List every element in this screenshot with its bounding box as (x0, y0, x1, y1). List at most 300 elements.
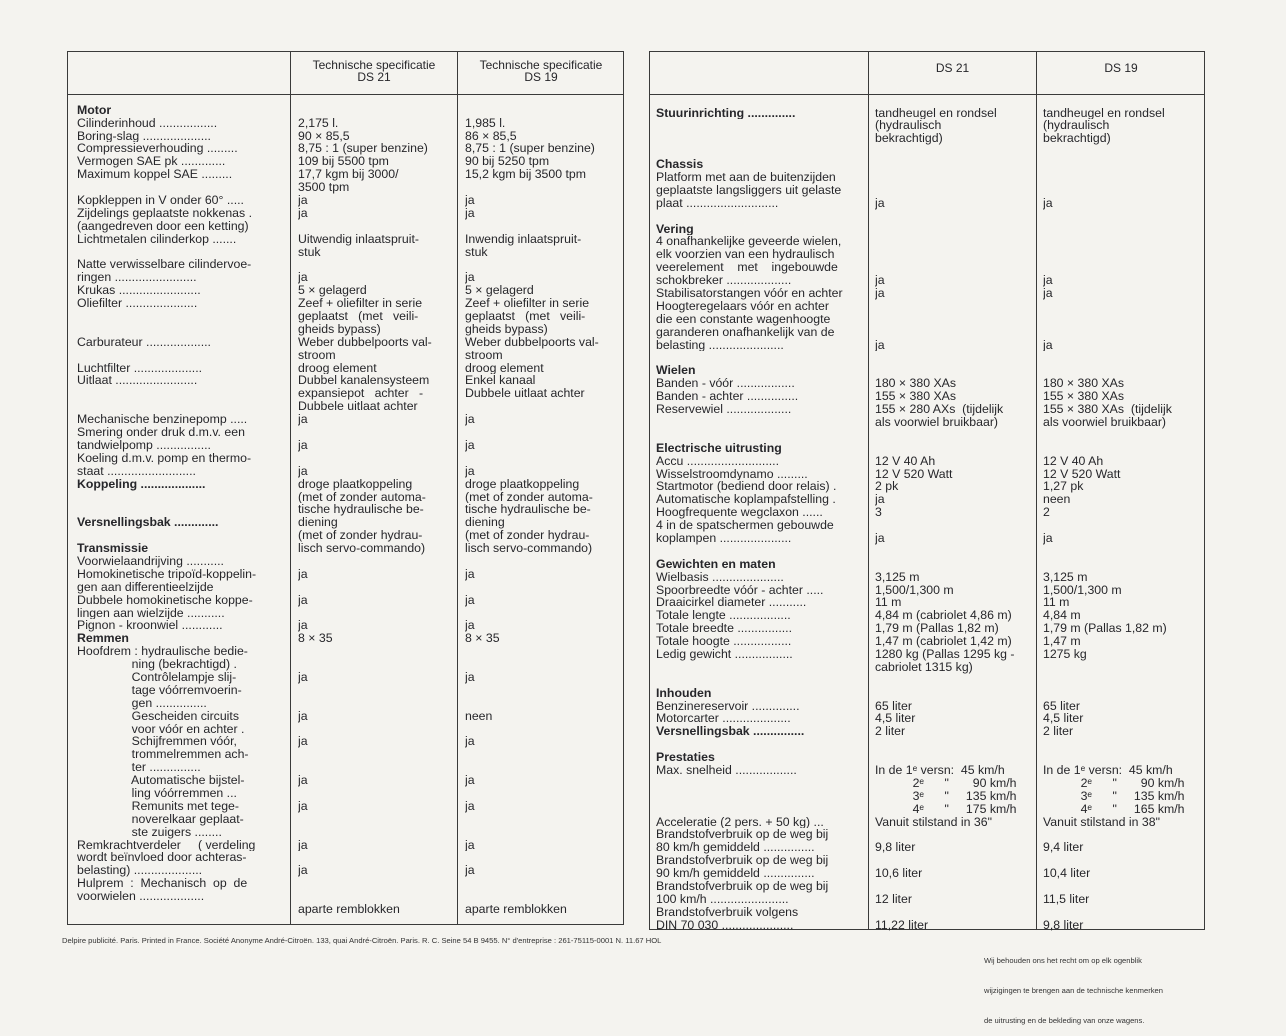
spec-line: 4,5 liter (875, 712, 916, 726)
spec-line (298, 220, 454, 233)
spec-line: ja (298, 271, 308, 285)
spec-line (298, 877, 454, 890)
spec-line: gen aan differentieelzijde (77, 580, 214, 594)
spec-line: 9,8 liter (875, 841, 916, 855)
spec-line: 109 bij 5500 tpm (298, 155, 389, 169)
left-header-ds21-line2: DS 21 (357, 70, 391, 84)
spec-line: tandheugel en rondsel (875, 106, 997, 120)
spec-line: 1,79 m (Pallas 1,82 m) (1043, 622, 1167, 636)
spec-line: ja (875, 531, 885, 545)
spec-line (465, 877, 621, 890)
spec-line (298, 761, 454, 774)
spec-line (465, 452, 621, 465)
spec-line: ja (875, 287, 885, 300)
spec-line (465, 787, 621, 800)
spec-line: 3,125 m (875, 570, 920, 584)
spec-line (875, 223, 1033, 236)
spec-line: (hydraulisch (875, 119, 942, 133)
spec-line (1043, 184, 1203, 197)
spec-line: koplampen ..................... (656, 531, 792, 545)
spec-line: plaat ........................... (656, 196, 779, 210)
left-header-ds21-line1: Technische specificatie (312, 58, 436, 72)
spec-line: Vanuit stilstand in 36" (875, 815, 992, 829)
spec-line (298, 826, 454, 839)
spec-line: Zeef + oliefilter in serie (465, 297, 590, 311)
spec-line (465, 555, 621, 568)
spec-line: 3ᵉ " 135 km/h (1043, 789, 1185, 803)
spec-line (1043, 55, 1203, 68)
spec-line (875, 235, 1033, 248)
spec-line: 155 × 380 XAs (1043, 390, 1125, 404)
spec-line (656, 545, 866, 558)
spec-line: (met of zonder hydrau- (465, 529, 590, 543)
spec-line: 86 × 85,5 (465, 129, 517, 143)
spec-line: ter ............... (77, 761, 201, 775)
spec-line: (aangedreven door een ketting) (77, 219, 249, 233)
spec-line (875, 738, 1033, 751)
spec-line: Kopkleppen in V onder 60° ..... (77, 194, 244, 207)
spec-line (298, 813, 454, 826)
spec-line: 12 V 40 Ah (1043, 454, 1104, 468)
spec-line: Brandstofverbruik op de weg bij (656, 828, 829, 842)
spec-line (77, 349, 285, 362)
spec-line (875, 261, 1033, 274)
spec-line: 1280 kg (Pallas 1295 kg - (875, 647, 1015, 661)
spec-line: diening (298, 516, 338, 530)
spec-line: lisch servo-commando) (298, 542, 426, 555)
spec-line (465, 890, 621, 903)
spec-line: 12 V 520 Watt (1043, 467, 1121, 481)
spec-line: Luchtfilter .................... (77, 361, 203, 375)
spec-line: Stuurinrichting .............. (656, 106, 796, 120)
spec-line: tandwielpomp ................ (77, 438, 211, 452)
spec-line (298, 787, 454, 800)
spec-line (1043, 738, 1203, 751)
spec-line (1043, 545, 1203, 558)
spec-line: 1,985 l. (465, 116, 506, 130)
spec-line: 90 km/h gemiddeld ............... (656, 867, 815, 880)
spec-line: 12 V 40 Ah (875, 454, 936, 468)
spec-line: Dubbele homokinetische koppe- (77, 593, 253, 607)
spec-line (875, 687, 1033, 700)
spec-line (656, 416, 866, 429)
spec-line (656, 132, 866, 145)
spec-line: 8,75 : 1 (super benzine) (465, 142, 595, 156)
spec-line (656, 145, 866, 158)
spec-line: 2 pk (875, 480, 899, 494)
spec-line: ja (875, 338, 885, 352)
spec-line: ja (298, 464, 308, 478)
spec-line: ja (1043, 338, 1053, 352)
spec-line: ja (465, 194, 475, 207)
right-header-ds21: DS 21 (935, 61, 970, 75)
spec-line (1043, 674, 1203, 687)
spec-line: Zeef + oliefilter in serie (298, 297, 423, 311)
spec-line (465, 258, 621, 271)
spec-line (298, 452, 454, 465)
spec-line: Hoofdrem : hydraulische bedie- (77, 645, 248, 659)
spec-line: tische hydraulische be- (298, 503, 424, 517)
spec-line (875, 326, 1033, 339)
spec-line: ja (298, 413, 308, 427)
spec-line: Automatische bijstel- (77, 774, 245, 787)
spec-line: ja (1043, 196, 1053, 210)
spec-line: In de 1ᵉ versn: 45 km/h (875, 763, 1005, 777)
spec-line: Draaicirkel diameter ........... (656, 596, 807, 610)
spec-line (465, 607, 621, 620)
spec-line (465, 78, 621, 91)
spec-line: trommelremmen ach- (77, 748, 249, 762)
spec-line (465, 761, 621, 774)
spec-line: Homokinetische tripoïd-koppelin- (77, 567, 257, 581)
spec-line (1043, 364, 1203, 377)
spec-line (465, 813, 621, 826)
spec-line: 3 (875, 506, 882, 520)
spec-line: ja (465, 735, 475, 749)
spec-line (1043, 751, 1203, 764)
spec-line (465, 400, 621, 413)
spec-line: neen (465, 709, 493, 723)
spec-line: lisch servo-commando) (465, 542, 593, 555)
spec-line: Vering (656, 222, 694, 236)
spec-line: Inwendig inlaatspruit- (465, 232, 582, 246)
spec-line: 4 in de spatschermen gebouwde (656, 519, 834, 532)
spec-line: Transmissie (77, 542, 149, 555)
spec-line (656, 777, 866, 790)
spec-line: 155 × 380 XAs (875, 390, 957, 404)
spec-line: 65 liter (875, 699, 912, 713)
spec-line: (hydraulisch (1043, 119, 1110, 133)
spec-line: Cilinderinhoud ................. (77, 116, 218, 130)
spec-line (656, 55, 866, 68)
spec-line: stroom (465, 348, 503, 362)
spec-line (656, 790, 866, 803)
spec-line: Dubbel kanalensysteem (298, 374, 430, 388)
spec-line (656, 68, 866, 81)
spec-line: Wisselstroomdynamo ......... (656, 467, 808, 481)
spec-line: ling vóórremmen ... (77, 786, 237, 800)
spec-line: 1,47 m (cabriolet 1,42 m) (875, 635, 1012, 648)
spec-line: Totale breedte ................ (656, 622, 793, 636)
spec-line: geplaatst (met veili- (298, 310, 419, 323)
spec-line: 8,75 : 1 (super benzine) (298, 142, 428, 156)
spec-line: Brandstofverbruik op de weg bij (656, 880, 829, 893)
spec-line: 9,8 liter (1043, 918, 1084, 932)
spec-line: 90 bij 5250 tpm (465, 155, 550, 169)
spec-line: Banden - vóór ................. (656, 377, 795, 391)
spec-line: 4,5 liter (1043, 712, 1084, 726)
spec-line: Natte verwisselbare cilindervoe- (77, 258, 252, 272)
spec-line: Versnellingsbak ............... (656, 725, 805, 739)
spec-line: Versnellingsbak ............. (77, 516, 219, 530)
spec-line: DIN 70 030 ..................... (656, 918, 794, 932)
spec-line: In de 1ᵉ versn: 45 km/h (1043, 763, 1173, 777)
spec-line (465, 697, 621, 710)
spec-line: 4 onafhankelijke geveerde wielen, (656, 235, 842, 249)
spec-line: gheids bypass) (298, 322, 381, 336)
spec-line (875, 300, 1033, 313)
spec-line: Stabilisatorstangen vóór en achter (656, 287, 843, 300)
spec-line: Smering onder druk d.m.v. een (77, 426, 245, 439)
spec-line: Carburateur ................... (77, 335, 211, 349)
spec-line: Contrôlelampje slij- (77, 670, 237, 684)
spec-line (298, 723, 454, 736)
spec-line (875, 55, 1033, 68)
spec-line: 5 × gelagerd (298, 284, 367, 298)
spec-line (656, 429, 866, 442)
spec-line (298, 258, 454, 271)
spec-line: ja (298, 438, 308, 452)
spec-line: ning (bekrachtigd) . (77, 658, 237, 671)
disclaimer-line-1: Wij behouden ons het recht om op elk ogenblik (984, 956, 1142, 965)
spec-line: 10,4 liter (1043, 867, 1091, 880)
spec-line (298, 555, 454, 568)
spec-line (1043, 519, 1203, 532)
spec-line (875, 171, 1033, 184)
spec-line (298, 91, 454, 104)
spec-line: ja (298, 567, 308, 581)
spec-line: ja (298, 864, 308, 878)
spec-line: Hoogteregelaars vóór en achter (656, 299, 829, 313)
disclaimer-line-3: de uitrusting en de bekleding van onze wagens. (984, 1016, 1145, 1025)
spec-line: Pignon - kroonwiel ............ (77, 619, 223, 633)
spec-line: 1,47 m (1043, 635, 1081, 648)
spec-line (298, 851, 454, 864)
spec-line: tische hydraulische be- (465, 503, 591, 517)
spec-line: 1275 kg (1043, 647, 1087, 661)
spec-line: staat .......................... (77, 464, 196, 478)
spec-line: Koppeling ................... (77, 477, 206, 491)
spec-line: 17,7 kgm bij 3000/ (298, 168, 399, 182)
spec-line: 80 km/h gemiddeld ............... (656, 841, 815, 855)
spec-line: Wielen (656, 364, 696, 378)
spec-line: Lichtmetalen cilinderkop ....... (77, 232, 237, 246)
spec-line: ja (298, 709, 308, 723)
spec-line (875, 68, 1033, 81)
spec-line: ja (1043, 274, 1053, 288)
spec-line (465, 426, 621, 439)
spec-line: ja (298, 799, 308, 813)
spec-line (1043, 235, 1203, 248)
spec-line: Koeling d.m.v. pomp en thermo- (77, 451, 252, 465)
spec-line: droge plaatkoppeling (298, 477, 413, 491)
spec-line: bekrachtigd) (875, 132, 943, 146)
spec-line: Inhouden (656, 686, 712, 700)
spec-line: ja (298, 735, 308, 749)
spec-line: lingen aan wielzijde ........... (77, 606, 225, 620)
disclaimer-line-2: wijzigingen te brengen aan de technische kenmerken (984, 986, 1163, 995)
spec-line (875, 94, 1033, 107)
spec-line: ja (298, 593, 308, 607)
right-col-divider-1 (868, 51, 869, 930)
spec-line (875, 854, 1033, 867)
spec-line (1043, 351, 1203, 364)
spec-line: droge plaatkoppeling (465, 477, 580, 491)
spec-line (875, 751, 1033, 764)
spec-line: ja (875, 274, 885, 288)
spec-line: ja (298, 619, 308, 633)
spec-line: 65 liter (1043, 699, 1080, 713)
spec-line (1043, 661, 1203, 674)
spec-line: Brandstofverbruik op de weg bij (656, 854, 829, 868)
spec-line: 10,6 liter (875, 867, 923, 880)
spec-line: ja (465, 799, 475, 813)
spec-line (77, 491, 285, 504)
spec-line: Platform met aan de buitenzijden (656, 171, 836, 184)
spec-line: Compressieverhouding ......... (77, 142, 238, 156)
spec-line: 2 liter (875, 725, 906, 739)
spec-line: ja (298, 774, 308, 787)
spec-line (875, 442, 1033, 455)
spec-line: wordt beïnvloed door achteras- (77, 851, 247, 865)
spec-line (1043, 145, 1203, 158)
spec-line: Remmen (77, 632, 129, 646)
spec-line: 4,84 m (cabriolet 4,86 m) (875, 609, 1012, 623)
spec-line: Motorcarter .................... (656, 712, 791, 726)
spec-line: 9,4 liter (1043, 841, 1084, 855)
left-col-divider-1 (290, 51, 291, 925)
left-header-ds19-line2: DS 19 (524, 70, 558, 84)
right-col-divider-2 (1036, 51, 1037, 930)
right-ds19-column (1043, 55, 1203, 932)
spec-line (1043, 81, 1203, 94)
spec-line: ja (1043, 531, 1053, 545)
spec-line: 5 × gelagerd (465, 284, 534, 298)
spec-line: Hoogfrequente wegclaxon ...... (656, 506, 823, 520)
spec-line: Startmotor (bediend door relais) . (656, 480, 837, 494)
spec-line (1043, 94, 1203, 107)
spec-line (875, 674, 1033, 687)
spec-line: 4ᵉ " 165 km/h (1043, 802, 1185, 816)
spec-line: 155 × 280 AXs (tijdelijk (875, 403, 1004, 416)
spec-line: gheids bypass) (465, 322, 548, 336)
spec-line (656, 738, 866, 751)
spec-line: Enkel kanaal (465, 374, 536, 388)
spec-line: 2 liter (1043, 725, 1074, 739)
spec-line: geplaatst (met veili- (465, 310, 586, 323)
spec-line (77, 323, 285, 336)
spec-line: ja (465, 864, 475, 878)
spec-line: diening (465, 516, 505, 530)
spec-line (875, 81, 1033, 94)
spec-line (298, 104, 454, 117)
spec-line: Maximum koppel SAE ......... (77, 168, 233, 182)
printer-footer: Delpire publicité. Paris. Printed in France. Société Anonyme André-Citroën. 133, quai André-Citroën. Paris. R. C. Seine 54 B 9455. N° d'entreprise : 261-75115-0001 N. 11.67 HOL (62, 936, 662, 945)
spec-line: 11 m (875, 596, 902, 610)
spec-line: ja (1043, 287, 1053, 300)
spec-line (465, 91, 621, 104)
left-labels-column (77, 78, 285, 903)
spec-line: Totale lengte .................. (656, 609, 791, 623)
spec-line (1043, 300, 1203, 313)
spec-line: ja (875, 493, 885, 507)
spec-line: 3500 tpm (298, 181, 350, 195)
spec-line: aparte remblokken (298, 903, 400, 916)
spec-line: (met of zonder hydrau- (298, 529, 423, 543)
spec-line: Spoorbreedte vóór - achter ..... (656, 583, 824, 597)
spec-line (875, 828, 1033, 841)
spec-line: als voorwiel bruikbaar) (1043, 415, 1167, 429)
spec-line (875, 158, 1033, 171)
spec-line (77, 400, 285, 413)
spec-line: ja (465, 206, 475, 220)
spec-line: ja (298, 194, 308, 207)
spec-line: 100 km/h ....................... (656, 892, 789, 906)
spec-line (298, 658, 454, 671)
spec-line (656, 803, 866, 816)
spec-line (1043, 158, 1203, 171)
spec-line (298, 645, 454, 658)
spec-line: Vermogen SAE pk ............. (77, 155, 226, 169)
spec-line: Max. snelheid .................. (656, 763, 797, 777)
spec-line: voorwielen ................... (77, 890, 205, 903)
spec-line: ja (298, 206, 308, 220)
spec-line: stuk (465, 245, 488, 259)
spec-line: ringen ........................ (77, 271, 197, 285)
spec-line (875, 364, 1033, 377)
spec-line (656, 81, 866, 94)
spec-line (77, 503, 285, 516)
spec-line (77, 529, 285, 542)
spec-line: droog element (465, 361, 544, 375)
spec-line: 11 m (1043, 596, 1070, 610)
spec-line: schokbreker ................... (656, 274, 792, 288)
spec-line: Wielbasis ..................... (656, 570, 784, 584)
spec-line: ja (298, 838, 308, 852)
spec-line: 3,125 m (1043, 570, 1088, 584)
spec-line: ja (465, 567, 475, 581)
spec-line: 2ᵉ " 90 km/h (875, 776, 1017, 790)
spec-line: Totale hoogte ................. (656, 635, 792, 648)
spec-line (298, 581, 454, 594)
spec-line (875, 351, 1033, 364)
spec-line (1043, 223, 1203, 236)
spec-line: 90 × 85,5 (298, 129, 350, 143)
spec-line (875, 519, 1033, 532)
spec-line: garanderen onafhankelijk van de (656, 325, 835, 339)
spec-line (875, 248, 1033, 261)
spec-line: Prestaties (656, 751, 715, 764)
spec-line: 4,84 m (1043, 609, 1081, 623)
spec-line (77, 91, 285, 104)
spec-line: Brandstofverbruik volgens (656, 905, 799, 919)
spec-line: 8 × 35 (465, 632, 500, 646)
spec-line: voor vóór en achter . (77, 722, 245, 736)
spec-line (465, 104, 621, 117)
right-labels-column (656, 55, 866, 932)
left-col-divider-2 (457, 51, 458, 925)
spec-line: Dubbele uitlaat achter (298, 400, 418, 414)
spec-line: ja (298, 670, 308, 684)
spec-line: 4ᵉ " 175 km/h (875, 802, 1017, 816)
spec-line: expansiepot achter - (298, 387, 424, 401)
spec-line: Ledig gewicht ................. (656, 647, 793, 661)
spec-line: als voorwiel bruikbaar) (875, 415, 999, 429)
spec-line: 3ᵉ " 135 km/h (875, 789, 1017, 803)
spec-line: Krukas ........................ (77, 284, 201, 298)
spec-line: belasting ...................... (656, 338, 784, 352)
spec-line (1043, 558, 1203, 571)
spec-line: veerelement met ingebouwde (656, 261, 838, 275)
spec-line (465, 851, 621, 864)
spec-line (1043, 210, 1203, 223)
spec-line (656, 661, 866, 674)
spec-line: Boring-slag .................... (77, 129, 211, 143)
spec-line: 1,500/1,300 m (1043, 583, 1122, 597)
spec-line: 2ᵉ " 90 km/h (1043, 776, 1185, 790)
spec-line: Vanuit stilstand in 38" (1043, 815, 1160, 829)
spec-line: gen ............... (77, 696, 207, 710)
